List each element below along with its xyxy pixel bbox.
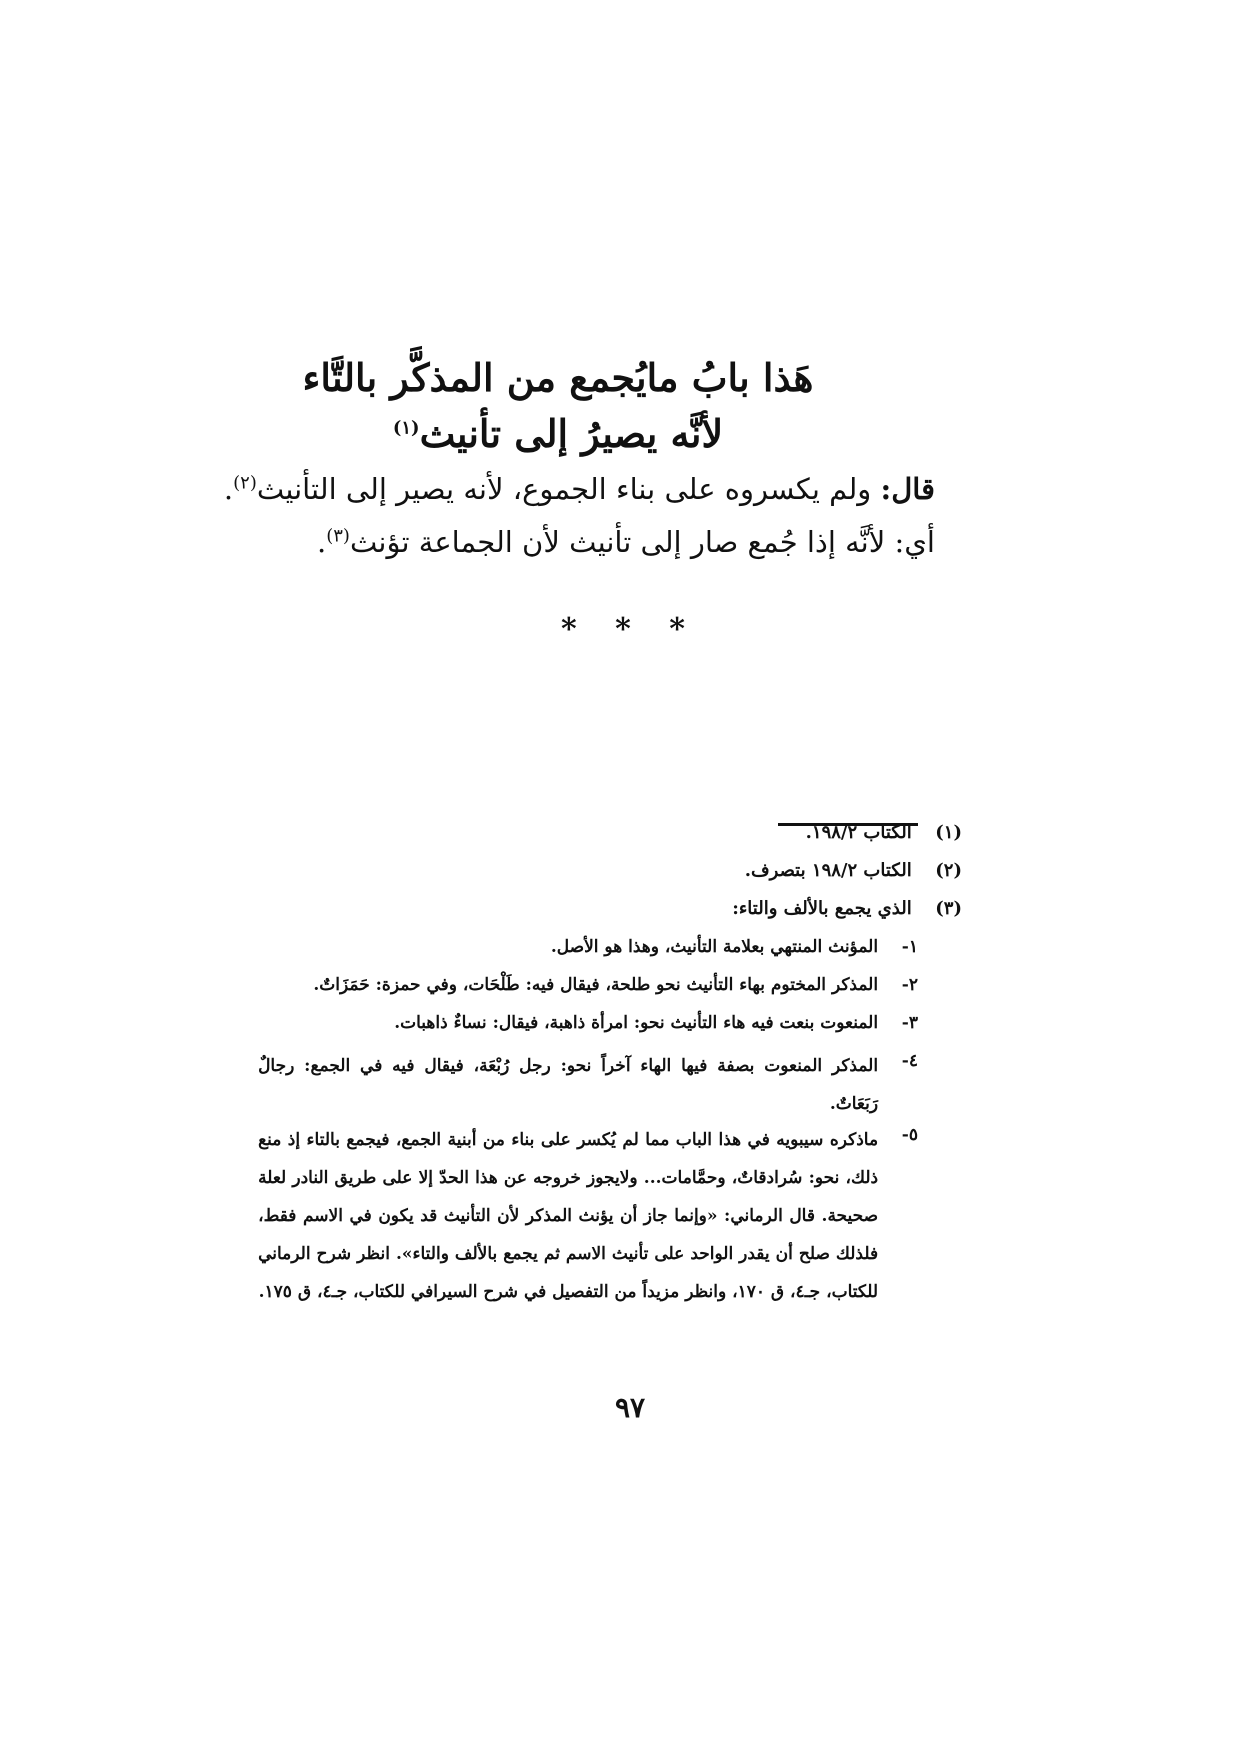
footnote-3-item-4 <box>248 1047 918 1123</box>
chapter-title-line-2-text: لأنَّه يصيرُ إلى تأنيث <box>419 411 724 456</box>
footnote-1 <box>262 819 962 847</box>
body-line-2-text: أي: لأنَّه إذا جُمع صار إلى تأنيث لأن الجماعة تؤنث <box>349 525 935 559</box>
footnote-text: الذي يجمع بالألف والتاء: <box>732 898 912 919</box>
body-lead-word: قال: <box>880 472 935 506</box>
item-number: ٥- <box>901 1125 918 1145</box>
item-number: ٢- <box>901 975 918 995</box>
footnote-3-item-2 <box>248 971 918 999</box>
chapter-title-line-2 <box>278 408 838 460</box>
footnote-3 <box>262 895 962 923</box>
body-line-1 <box>224 467 935 511</box>
body-line-1-end: . <box>223 472 234 506</box>
section-separator: * * * <box>561 612 699 647</box>
footnote-number: (٢) <box>935 860 962 881</box>
footnote-3-item-3 <box>248 1009 918 1037</box>
footnote-3-item-5 <box>248 1121 918 1311</box>
body-line-1-text: ولم يكسروه على بناء الجموع، لأنه يصير إلى التأنيث <box>256 472 881 506</box>
footnote-number: (٣) <box>935 898 962 919</box>
item-number: ٣- <box>901 1013 918 1033</box>
footnote-ref-1: (١) <box>392 417 420 439</box>
footnote-text: الكتاب ١٩٨/٢. <box>805 822 912 843</box>
body-line-2-end: . <box>317 525 327 559</box>
footnote-ref-2: (٢) <box>233 472 257 494</box>
item-text: المنعوت بنعت فيه هاء التأنيث نحو: امرأة ذاهبة، فيقال: نساءٌ ذاهبات. <box>394 1013 879 1033</box>
item-number: ١- <box>901 937 918 957</box>
item-text: المؤنث المنتهي بعلامة التأنيث، وهذا هو الأصل. <box>550 937 879 957</box>
body-line-2 <box>317 520 935 564</box>
item-text: المذكر المختوم بهاء التأنيث نحو طلحة، فيقال فيه: طَلْحَات، وفي حمزة: حَمَزَاتٌ. <box>313 975 879 995</box>
item-text: ماذكره سيبويه في هذا الباب مما لم يُكسر على بناء من أبنية الجمع، فيجمع بالتاء إذ منع ذلك، نحو: سُرادقاتٌ، وحمَّامات... ولايجوز خروجه عن هذا الحدّ إلا على طريق النادر لعلة صحيحة. قال الرماني: «وإنما جاز أن يؤنث المذكر لأن التأنيث قد يكون في الاسم فقط، فلذلك صلح أن يقدر الواحد على تأنيث الاسم ثم يجمع بالألف والتاء». انظر شرح الرماني للكتاب، جـ٤، ق ١٧٠، وانظر مزيداً من التفصيل في شرح السيرافي للكتاب، جـ٤، ق ١٧٥. <box>258 1130 879 1302</box>
page-number: ٩٧ <box>614 1391 646 1424</box>
chapter-title-line-1: هَذا بابُ مايُجمع من المذكَّر بالتَّاء <box>302 355 814 400</box>
item-number: ٤- <box>901 1051 918 1071</box>
item-text: المذكر المنعوت بصفة فيها الهاء آخراً نحو: رجل رُبْعَة، فيقال فيه في الجمع: رجالٌ رَبَعَاتٌ. <box>258 1056 879 1114</box>
footnote-ref-3: (٣) <box>326 525 350 547</box>
footnote-number: (١) <box>935 822 962 843</box>
footnote-2 <box>262 857 962 885</box>
footnote-3-item-1 <box>248 933 918 961</box>
footnote-text: الكتاب ١٩٨/٢ بتصرف. <box>744 860 912 881</box>
